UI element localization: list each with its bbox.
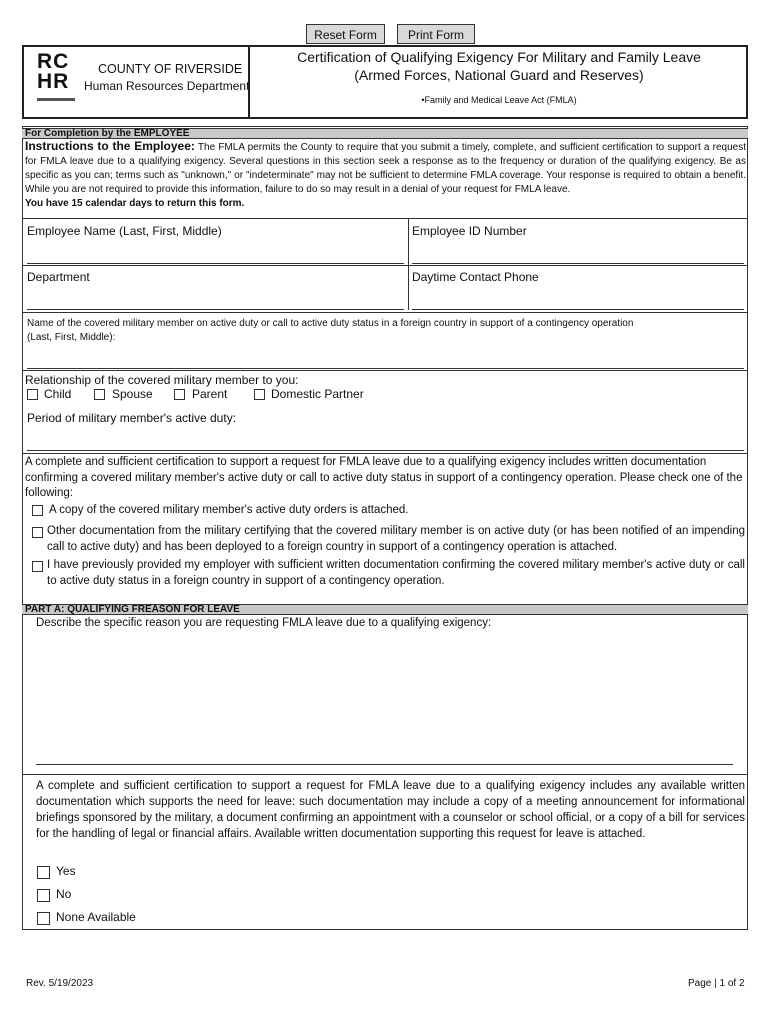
row-divider [22,370,748,371]
page-number: Page | 1 of 2 [688,978,745,989]
revision-date: Rev. 5/19/2023 [26,978,94,989]
row-divider [22,453,748,454]
row-divider [22,218,748,219]
previously-provided-checkbox[interactable] [32,561,43,572]
employee-section-bar: For Completion by the EMPLOYEE [22,128,748,139]
orders-attached-checkbox[interactable] [32,505,43,516]
active-duty-period-input[interactable] [27,450,744,451]
employee-id-input[interactable] [412,263,744,264]
reason-label: Describe the specific reason you are requesting FMLA leave due to a qualifying exigency: [36,617,492,629]
military-member-label-line2: (Last, First, Middle): [27,332,116,343]
supporting-none-available-checkbox[interactable] [37,912,50,925]
relationship-domestic-partner-checkbox[interactable] [254,389,265,400]
print-form-button[interactable]: Print Form [397,24,475,44]
military-member-label-line1: Name of the covered military member on active duty or call to active duty status in a foreign country in support of a contingency operation [27,318,634,329]
column-divider [408,218,409,310]
employee-id-label: Employee ID Number [412,224,527,238]
relationship-spouse-checkbox[interactable] [94,389,105,400]
instructions-heading: Instructions to the Employee: [25,139,195,153]
active-duty-period-label: Period of military member's active duty: [27,411,237,425]
relationship-child-checkbox[interactable] [27,389,38,400]
relationship-domestic-partner-label: Domestic Partner [271,387,364,401]
form-title-line2: (Armed Forces, National Guard and Reserves) [354,67,644,83]
supporting-no-label: No [56,887,72,901]
relationship-child-label: Child [44,387,72,401]
logo-line-rc: RC [37,50,70,73]
part-a-section-bar: PART A: QUALIFYING FREASON FOR LEAVE [22,604,748,615]
employee-name-label: Employee Name (Last, First, Middle) [27,224,222,238]
department-input[interactable] [27,309,404,310]
logo-tagline-mark [37,98,75,101]
instructions-body: The FMLA permits the County to require that you submit a timely, complete, and sufficient certification to support a request for FMLA leave due to a qualifying exigency. Several questions in this section seek a response as to the frequency or duration of the qualifying exigency. Be as specific as you can; terms such as "unknown," or "indeterminate" may not be sufficient to determine FMLA coverage. Your response is required to obtain a benefit. While you are not required to provide this information, failure to do so may result in a denial of your request for FMLA leave. [25,142,746,195]
reset-form-button[interactable]: Reset Form [306,24,385,44]
military-member-label [27,317,745,345]
row-divider [22,312,748,313]
county-name: COUNTY OF RIVERSIDE [98,62,243,76]
logo-line-hr: HR [37,70,70,93]
military-member-input[interactable] [27,368,744,369]
phone-input[interactable] [412,309,744,310]
row-divider [22,774,748,775]
act-reference: •Family and Medical Leave Act (FMLA) [421,95,577,105]
instructions-paragraph [25,139,746,211]
relationship-parent-label: Parent [192,387,228,401]
supporting-documentation-text: A complete and sufficient certification to support a request for FMLA leave due to a qualifying exigency includes any available written documentation which supports the need for leave: such documentation may include a copy of a meeting announcement for informational briefings sponsored by the military, a document confirming an appointment with a counselor or school official, or a copy of a bill for services for the handling of legal or financial affairs. Available written documentation supporting this request for leave is attached. [36,780,745,840]
documentation-intro: A complete and sufficient certification to support a request for FMLA leave due to a qualifying exigency includes written documentation confirming a covered military member's active duty or call to active duty status in support of a contingency operation. Please check one of the following: [25,456,743,499]
rchr-logo [37,52,69,92]
other-documentation-label: Other documentation from the military certifying that the covered military member is on active duty (or has been notified of an impending call to active duty) and has been deployed to a foreign country in support of a contingency operation is attached. [47,525,745,553]
employee-name-input[interactable] [27,263,404,264]
form-title [250,48,748,84]
relationship-label: Relationship of the covered military member to you: [25,373,299,387]
reason-input[interactable] [36,764,733,765]
supporting-none-available-label: None Available [56,910,136,924]
supporting-no-checkbox[interactable] [37,889,50,902]
department-name: Human Resources Department [84,79,250,93]
department-label: Department [27,270,90,284]
relationship-spouse-label: Spouse [112,387,153,401]
supporting-yes-label: Yes [56,864,76,878]
supporting-yes-checkbox[interactable] [37,866,50,879]
return-deadline: You have 15 calendar days to return this form. [25,198,245,209]
orders-attached-label: A copy of the covered military member's active duty orders is attached. [49,504,409,516]
form-title-line1: Certification of Qualifying Exigency For Military and Family Leave [297,49,701,65]
row-divider [22,265,748,266]
previously-provided-label: I have previously provided my employer with sufficient written documentation confirming the covered military member's active duty or call to active duty status in a foreign country in support of a contingency operation. [47,559,745,587]
relationship-parent-checkbox[interactable] [174,389,185,400]
phone-label: Daytime Contact Phone [412,270,539,284]
other-documentation-checkbox[interactable] [32,527,43,538]
